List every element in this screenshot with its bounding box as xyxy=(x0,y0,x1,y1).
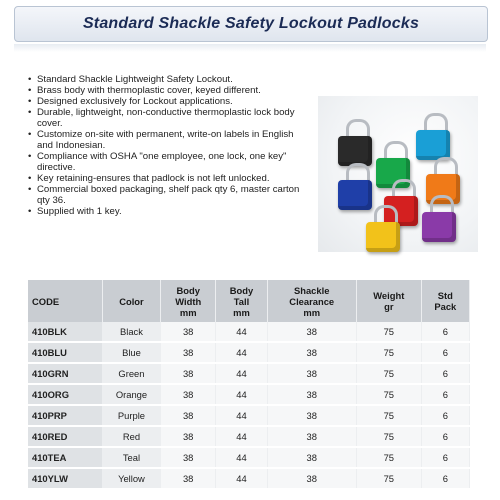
title-bar xyxy=(14,6,488,42)
code-cell: 410ORG xyxy=(28,384,102,405)
column-header xyxy=(267,280,356,322)
column-header-text: mm xyxy=(303,306,321,318)
clearance-cell: 38 xyxy=(267,363,356,384)
header-band xyxy=(0,0,500,68)
column-header xyxy=(356,280,421,322)
code-cell: 410RED xyxy=(28,426,102,447)
color-cell: Yellow xyxy=(102,468,160,489)
column-header xyxy=(216,280,267,322)
column-header-text: CODE xyxy=(32,295,60,307)
pack-cell: 6 xyxy=(421,363,469,384)
width-cell: 38 xyxy=(160,468,216,489)
padlock-body xyxy=(366,222,400,252)
code-cell: 410BLK xyxy=(28,322,102,342)
width-cell: 38 xyxy=(160,322,216,342)
tall-cell: 44 xyxy=(216,384,267,405)
tall-cell: 44 xyxy=(216,405,267,426)
table-row xyxy=(28,384,470,405)
code-cell: 410PRP xyxy=(28,405,102,426)
color-cell: Red xyxy=(102,426,160,447)
code-cell: 410TEA xyxy=(28,447,102,468)
column-header xyxy=(160,280,216,322)
page-title: Standard Shackle Safety Lockout Padlocks xyxy=(82,15,420,32)
width-cell: 38 xyxy=(160,447,216,468)
column-header xyxy=(421,280,469,322)
feature-list xyxy=(28,74,310,217)
color-cell: Blue xyxy=(102,342,160,363)
pack-cell: 6 xyxy=(421,384,469,405)
weight-cell: 75 xyxy=(356,447,421,468)
column-header-text: Tall xyxy=(233,295,250,307)
width-cell: 38 xyxy=(160,426,216,447)
clearance-cell: 38 xyxy=(267,405,356,426)
tall-cell: 44 xyxy=(216,447,267,468)
feature-item: • Supplied with 1 key. xyxy=(28,206,310,217)
weight-cell: 75 xyxy=(356,426,421,447)
feature-item: • Compliance with OSHA "one employee, one lock, one key" directive. xyxy=(28,151,310,173)
clearance-cell: 38 xyxy=(267,322,356,342)
tall-cell: 44 xyxy=(216,322,267,342)
column-header-text: mm xyxy=(179,306,197,318)
pack-cell: 6 xyxy=(421,405,469,426)
pack-cell: 6 xyxy=(421,322,469,342)
table-row xyxy=(28,363,470,384)
color-cell: Teal xyxy=(102,447,160,468)
clearance-cell: 38 xyxy=(267,384,356,405)
color-cell: Purple xyxy=(102,405,160,426)
weight-cell: 75 xyxy=(356,342,421,363)
code-cell: 410YLW xyxy=(28,468,102,489)
clearance-cell: 38 xyxy=(267,468,356,489)
table-row xyxy=(28,426,470,447)
column-header-text: Std xyxy=(437,290,453,301)
feature-item: • Commercial boxed packaging, shelf pack qty 6, master carton qty 36. xyxy=(28,184,310,206)
color-cell: Orange xyxy=(102,384,160,405)
width-cell: 38 xyxy=(160,363,216,384)
pack-cell: 6 xyxy=(421,447,469,468)
column-header-text: Color xyxy=(119,295,144,307)
clearance-cell: 38 xyxy=(267,426,356,447)
padlock-body xyxy=(338,180,372,210)
column-header-text: Width xyxy=(175,295,202,307)
column-header xyxy=(28,280,102,322)
column-header-text: Body xyxy=(176,284,200,296)
tall-cell: 44 xyxy=(216,426,267,447)
column-header-text: gr xyxy=(384,301,394,312)
weight-cell: 75 xyxy=(356,405,421,426)
padlocks-photo xyxy=(318,96,478,252)
clearance-cell: 38 xyxy=(267,447,356,468)
code-cell: 410GRN xyxy=(28,363,102,384)
header-shadow xyxy=(14,44,486,52)
clearance-cell: 38 xyxy=(267,342,356,363)
color-cell: Black xyxy=(102,322,160,342)
spec-table xyxy=(28,280,470,490)
pack-cell: 6 xyxy=(421,426,469,447)
column-header-text: Pack xyxy=(434,301,457,312)
feature-item: • Brass body with thermoplastic cover, keyed different. xyxy=(28,85,310,96)
feature-item: • Standard Shackle Lightweight Safety Lockout. xyxy=(28,74,310,85)
width-cell: 38 xyxy=(160,342,216,363)
width-cell: 38 xyxy=(160,384,216,405)
column-header-text: Clearance xyxy=(289,295,335,307)
pack-cell: 6 xyxy=(421,468,469,489)
feature-item: • Durable, lightweight, non-conductive thermoplastic lock body cover. xyxy=(28,107,310,129)
table-row xyxy=(28,468,470,489)
tall-cell: 44 xyxy=(216,363,267,384)
column-header-text: Weight xyxy=(373,290,405,301)
width-cell: 38 xyxy=(160,405,216,426)
weight-cell: 75 xyxy=(356,384,421,405)
color-cell: Green xyxy=(102,363,160,384)
weight-cell: 75 xyxy=(356,468,421,489)
table-row xyxy=(28,405,470,426)
feature-item: • Customize on-site with permanent, write-on labels in English and Indonesian. xyxy=(28,129,310,151)
padlock-body xyxy=(416,130,450,160)
column-header-text: Body xyxy=(229,284,254,296)
tall-cell: 44 xyxy=(216,468,267,489)
weight-cell: 75 xyxy=(356,322,421,342)
table-row xyxy=(28,342,470,363)
column-header-text: mm xyxy=(233,306,250,318)
padlock-body xyxy=(338,136,372,166)
column-header-text: Shackle xyxy=(293,284,330,296)
column-header xyxy=(102,280,160,322)
feature-item: • Designed exclusively for Lockout applications. xyxy=(28,96,310,107)
tall-cell: 44 xyxy=(216,342,267,363)
table-row xyxy=(28,447,470,468)
table-header-row xyxy=(28,280,470,322)
padlock-body xyxy=(422,212,456,242)
code-cell: 410BLU xyxy=(28,342,102,363)
feature-item: • Key retaining-ensures that padlock is not left unlocked. xyxy=(28,173,310,184)
weight-cell: 75 xyxy=(356,363,421,384)
table-row xyxy=(28,322,470,342)
pack-cell: 6 xyxy=(421,342,469,363)
